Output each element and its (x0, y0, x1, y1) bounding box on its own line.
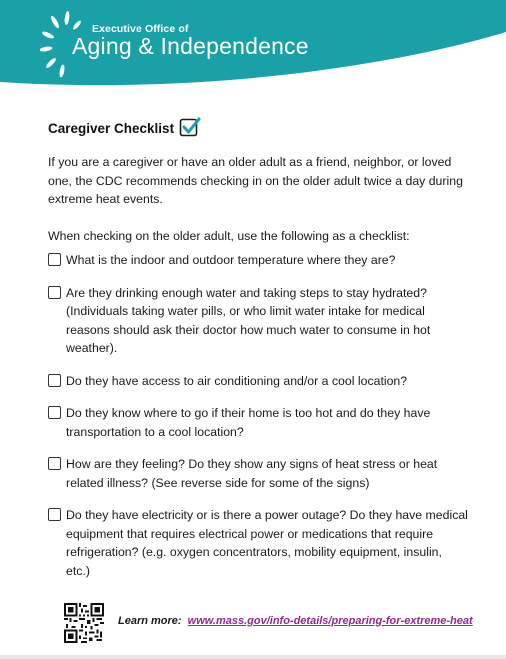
main-content (48, 116, 468, 594)
title-row (48, 116, 468, 140)
checklist-item-text: Do they have access to air conditioning and/or a cool location? (66, 373, 408, 388)
checkbox[interactable] (48, 508, 61, 521)
checklist (48, 251, 468, 580)
checklist-item-text: What is the indoor and outdoor temperature where they are? (66, 253, 396, 267)
qr-code-icon[interactable] (64, 603, 104, 643)
page-title: Caregiver Checklist (48, 120, 175, 136)
intro-paragraph: If you are a caregiver or have an older adult as a friend, neighbor, or loved one, the CDC recommends checking in on the older adult twice a day during extreme heat events. (48, 155, 463, 206)
learn-more-label: Learn more: (118, 615, 182, 627)
checklist-item (48, 404, 468, 441)
checklist-item (48, 251, 468, 270)
checklist-item (48, 372, 468, 391)
learn-more (118, 615, 473, 627)
learn-more-link[interactable]: www.mass.gov/info-details/preparing-for-extreme-heat (187, 615, 473, 627)
checklist-item (48, 284, 468, 358)
brand-top-text: Executive Office of (92, 23, 189, 35)
checklist-item-text: Do they have electricity or is there a power outage? Do they have medical equipment that requires electrical power or medications that require refrigeration? (e.g. oxygen concentrators, mobility equipment, insulin, etc.) (66, 508, 468, 578)
checkbox[interactable] (48, 374, 61, 387)
checkbox[interactable] (48, 286, 61, 299)
checkbox[interactable] (48, 253, 61, 266)
page-bottom-divider (0, 655, 506, 659)
checkbox[interactable] (48, 457, 61, 470)
header-banner (0, 0, 506, 90)
lead-paragraph: When checking on the older adult, use the following as a checklist: (48, 228, 410, 243)
checklist-item-text: Are they drinking enough water and taking steps to stay hydrated? (Individuals taking water pills, or who limit water intake for medical reasons should ask their doctor how much water to consume in hot weather). (66, 285, 431, 355)
footer (64, 603, 484, 643)
checklist-item-text: Do they know where to go if their home is too hot and do they have transportation to a cool location? (66, 406, 431, 439)
checkbox-checked-icon (179, 116, 201, 138)
checklist-item-text: How are they feeling? Do they show any signs of heat stress or heat related illness? (See reverse side for some of the signs) (66, 457, 438, 490)
brand-main-text: Aging & Independence (72, 33, 309, 59)
checkbox[interactable] (48, 406, 61, 419)
checklist-item (48, 506, 468, 580)
checklist-item (48, 455, 468, 492)
